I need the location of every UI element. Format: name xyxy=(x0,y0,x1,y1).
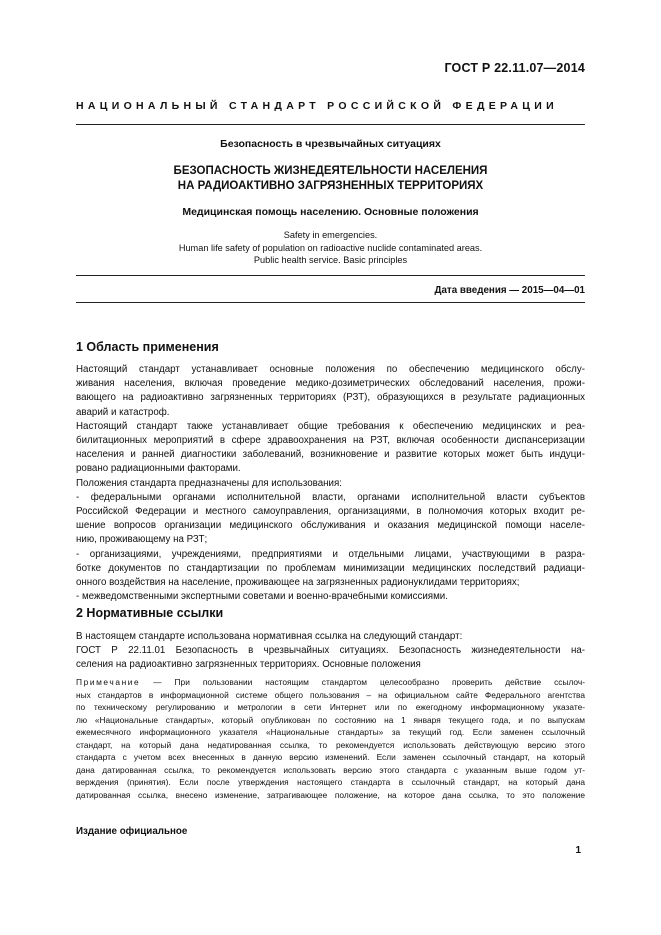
date-divider xyxy=(76,302,585,303)
english-title-line-2: Human life safety of population on radioactive nuclide contaminated areas. xyxy=(178,242,483,253)
section-1-line: нию, проживающему на РЗТ; xyxy=(76,534,208,546)
note-block xyxy=(76,676,585,801)
national-standard-banner: НАЦИОНАЛЬНЫЙ СТАНДАРТ РОССИЙСКОЙ ФЕДЕРАЦИИ xyxy=(76,100,558,112)
section-2-line: В настоящем стандарте использована нормативная ссылка на следующий стандарт: xyxy=(76,631,463,642)
note-line: стандарт, на который дана недатированная ссылка, то рекомендуется использовать действующую версию этого xyxy=(76,739,585,750)
note-first-line xyxy=(76,676,585,689)
main-title-line-2: НА РАДИОАКТИВНО ЗАГРЯЗНЕННЫХ ТЕРРИТОРИЯХ xyxy=(177,180,484,192)
section-1-line: - организациями, учреждениями, предприятиями и отдельными лицами, участвующими в разра- xyxy=(76,548,585,560)
english-title-line-3: Public health service. Basic principles xyxy=(253,255,408,265)
title-divider xyxy=(76,275,585,276)
document-number: ГОСТ Р 22.11.07—2014 xyxy=(444,61,585,75)
section-1-line: аварий и катастроф. xyxy=(76,406,170,418)
note-label: Примечание xyxy=(76,677,141,687)
main-title xyxy=(76,164,585,194)
note-line: дана датированная ссылка, то рекомендуется использовать версию этого стандарта с указанным выше годом ут- xyxy=(76,764,585,775)
section-2-body xyxy=(76,630,585,673)
section-1-line: ровано радиационными факторами. xyxy=(76,463,241,475)
section-2-line: ГОСТ Р 22.11.01 Безопасность в чрезвычайных ситуациях. Безопасность жизнедеятельности на- xyxy=(76,645,585,657)
series-title: Безопасность в чрезвычайных ситуациях xyxy=(220,138,441,150)
page-number: 1 xyxy=(575,845,581,856)
note-line: датированная ссылка, внесено изменение, затрагивающее положение, на которое дана ссылка, то это положение xyxy=(76,789,585,800)
section-1-line: - федеральными органами исполнительной власти, органами исполнительной власти субъектов xyxy=(76,491,585,503)
note-line: лю «Национальные стандарты», который опубликован по состоянию на 1 января текущего года, и по выпускам xyxy=(76,714,585,725)
section-1-line: Настоящий стандарт устанавливает основные положения по обеспечению медицинского обслу- xyxy=(76,364,585,375)
section-1-line: Положения стандарта предназначены для использования: xyxy=(76,477,342,489)
section-1-line: населения и ранней диагностики заболеваний, возникновение и развитие которых может быть индуци- xyxy=(76,449,585,461)
section-1-line: Настоящий стандарт также устанавливает общие требования к обеспечению медицинских и реа- xyxy=(76,420,585,432)
note-line: стандарта с учетом всех внесенных в данную версию изменений. Если заменен ссылочный стандарт, на который xyxy=(76,752,585,762)
section-1-line: ботке документов по стандартизации по проблемам минимизации медицинских последствий радиаци- xyxy=(76,562,585,574)
section-1-line: вающего на радиоактивно загрязненных территориях (РЗТ), образующихся в результате радиационных xyxy=(76,392,585,404)
section-1-body xyxy=(76,363,585,604)
section-2-line: селения на радиоактивно загрязненных территориях. Основные положения xyxy=(76,659,421,671)
section-1-line: - межведомственными экспертными советами и военно-врачебными комиссиями. xyxy=(76,591,448,603)
subtitle: Медицинская помощь населению. Основные положения xyxy=(182,206,479,218)
note-first-line-text: — При пользовании настоящим стандартом целесообразно проверить действие ссылоч- xyxy=(140,677,585,687)
note-line: по техническому регулированию и метрологии в сети Интернет или по ежегодному информационному указате- xyxy=(76,702,585,712)
header-divider-top xyxy=(76,124,585,125)
section-2-heading: 2 Нормативные ссылки xyxy=(76,606,224,620)
english-title xyxy=(76,229,585,267)
official-edition-label: Издание официальное xyxy=(76,826,188,837)
note-line: ных стандартов в информационной системе общего пользования – на официальном сайте Федерального агентства xyxy=(76,689,585,700)
section-1-line: Российской Федерации и местного самоуправления, организациями, в полномочия которых входит ре- xyxy=(76,506,585,518)
introduction-date: Дата введения — 2015—04—01 xyxy=(434,285,585,296)
section-1-line: билитационных мероприятий в сфере здравоохранения на РЗТ, включая особенности диспансеризации xyxy=(76,435,585,447)
section-1-line: живания населения, включая проведение медико-дозиметрических обследований населения, прожи- xyxy=(76,378,585,390)
section-1-line: шение вопросов организации медицинского обслуживания и оказания медицинской помощи населе- xyxy=(76,520,585,532)
main-title-line-1: БЕЗОПАСНОСТЬ ЖИЗНЕДЕЯТЕЛЬНОСТИ НАСЕЛЕНИЯ xyxy=(173,165,488,177)
note-line: верждения (принятия). Если после утверждения настоящего стандарта в ссылочный стандарт, на который дана xyxy=(76,777,585,787)
english-title-line-1: Safety in emergencies. xyxy=(283,230,378,240)
note-line: ежемесячного информационного указателя «Национальные стандарты» за текущий год. Если заменен ссылочный xyxy=(76,727,585,737)
section-1-heading: 1 Область применения xyxy=(76,340,219,354)
section-1-line: онного воздействия на население, проживающее на загрязненных радионуклидами территориях; xyxy=(76,577,520,589)
